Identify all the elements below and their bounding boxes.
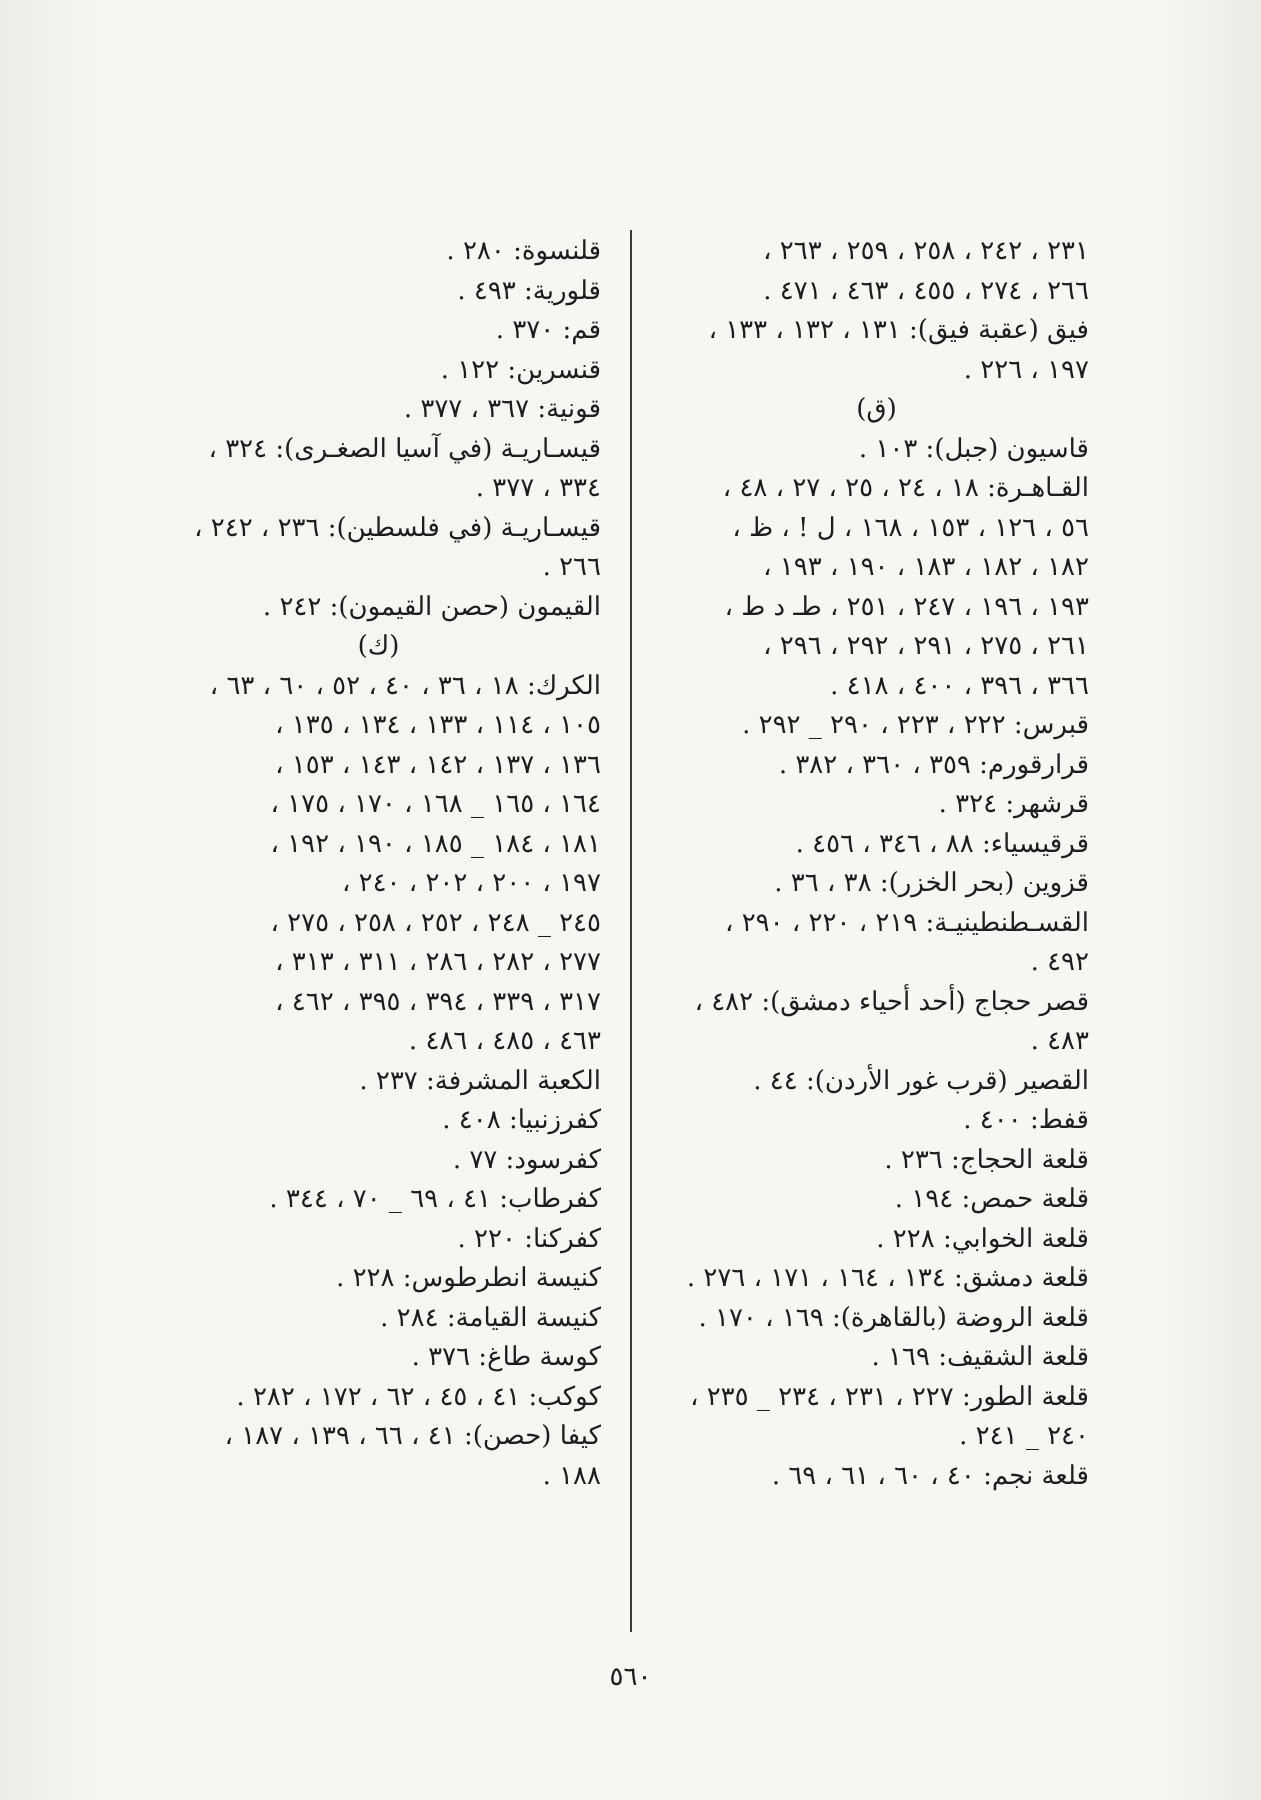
index-entry: قلعة نجم: ٤٠ ، ٦٠ ، ٦١ ، ٦٩ .: [771, 1460, 1089, 1491]
index-entry: قرارقورم: ٣٥٩ ، ٣٦٠ ، ٣٨٢ .: [778, 749, 1089, 780]
index-entry: قونية: ٣٦٧ ، ٣٧٧ .: [403, 394, 601, 424]
index-entry: قاسيون (جبل): ١٠٣ .: [858, 433, 1089, 464]
index-entry: قرقيسياء: ٨٨ ، ٣٤٦ ، ٤٥٦ .: [795, 828, 1089, 859]
index-entry: الكرك: ١٨ ، ٣٦ ، ٤٠ ، ٥٢ ، ٦٠ ، ٦٣ ،: [209, 670, 601, 701]
index-line: ٢٤٠ _ ٢٤١ .: [959, 1421, 1089, 1451]
index-line: ٤٦٣ ، ٤٨٥ ، ٤٨٦ .: [408, 1026, 601, 1056]
index-column-right: [664, 232, 1089, 1496]
index-entry: قيسـاريـة (في آسيا الصغـرى): ٣٢٤ ،: [208, 433, 601, 464]
index-entry: كيفا (حصن): ٤١ ، ٦٦ ، ١٣٩ ، ١٨٧ ،: [224, 1421, 601, 1451]
index-entry: فيق (عقبة فيق): ١٣١ ، ١٣٢ ، ١٣٣ ،: [708, 315, 1089, 345]
index-entry: كفرزنبيا: ٤٠٨ .: [442, 1105, 601, 1135]
index-entry: القصير (قرب غور الأردن): ٤٤ .: [753, 1065, 1089, 1096]
index-entry: قلعة حمص: ١٩٤ .: [894, 1184, 1089, 1214]
index-entry: قلعة الحجاج: ٢٣٦ .: [884, 1144, 1089, 1175]
index-line: ١٩٧ ، ٢٠٠ ، ٢٠٢ ، ٢٤٠ ،: [341, 868, 601, 898]
index-entry: كنيسة انطرطوس: ٢٢٨ .: [336, 1263, 601, 1293]
index-line: ٤٨٣ .: [1030, 1026, 1089, 1056]
index-entry: قرشهر: ٣٢٤ .: [938, 789, 1089, 819]
index-line: ١٩٣ ، ١٩٦ ، ٢٤٧ ، ٢٥١ ، طـ د ط ،: [724, 591, 1089, 622]
index-entry: كنيسة القيامة: ٢٨٤ .: [380, 1302, 601, 1333]
index-entry: قيسـاريـة (في فلسطين): ٢٣٦ ، ٢٤٢ ،: [194, 512, 601, 543]
index-line: ١٣٦ ، ١٣٧ ، ١٤٢ ، ١٤٣ ، ١٥٣ ،: [275, 749, 601, 780]
index-entry: قزوين (بحر الخزر): ٣٨ ، ٣٦ .: [774, 868, 1089, 898]
index-line: ٣٦٦ ، ٣٩٦ ، ٤٠٠ ، ٤١٨ .: [830, 670, 1089, 701]
index-line: ١٩٧ ، ٢٢٦ .: [963, 354, 1089, 385]
column-divider: [630, 230, 632, 1632]
index-entry: قلعة دمشق: ١٣٤ ، ١٦٤ ، ١٧١ ، ٢٧٦ .: [686, 1263, 1089, 1293]
index-line: ٣٣٤ ، ٣٧٧ .: [475, 473, 601, 503]
index-entry: قلعة الخوابي: ٢٢٨ .: [876, 1223, 1089, 1254]
section-heading-qaf: (ق): [856, 394, 897, 424]
index-line: ٢٣١ ، ٢٤٢ ، ٢٥٨ ، ٢٥٩ ، ٢٦٣ ،: [763, 236, 1089, 266]
index-entry: قلورية: ٤٩٣ .: [457, 275, 601, 306]
index-entry: قلعة الطور: ٢٢٧ ، ٢٣١ ، ٢٣٤ _ ٢٣٥ ،: [690, 1381, 1089, 1412]
index-entry: القـاهـرة: ١٨ ، ٢٤ ، ٢٥ ، ٢٧ ، ٤٨ ،: [722, 473, 1089, 503]
index-entry: الكعبة المشرفة: ٢٣٧ .: [359, 1065, 601, 1096]
index-entry: القسـطنطينيـة: ٢١٩ ، ٢٢٠ ، ٢٩٠ ،: [725, 907, 1089, 938]
index-line: ٤٩٢ .: [1030, 947, 1089, 977]
index-entry: قم: ٣٧٠ .: [495, 315, 601, 345]
index-entry: قلعة الروضة (بالقاهرة): ١٦٩ ، ١٧٠ .: [698, 1302, 1089, 1333]
page-number: ٥٦٠: [609, 1662, 652, 1692]
index-entry: القيمون (حصن القيمون): ٢٤٢ .: [262, 591, 601, 622]
index-entry: كفرسود: ٧٧ .: [452, 1144, 601, 1175]
index-entry: قلعة الشقيف: ١٦٩ .: [871, 1342, 1089, 1372]
index-entry: كفركنا: ٢٢٠ .: [457, 1223, 601, 1254]
index-entry: قفط: ٤٠٠ .: [963, 1105, 1089, 1135]
index-line: ١٨٨ .: [542, 1460, 601, 1491]
index-entry: قلنسوة: ٢٨٠ .: [446, 236, 601, 266]
index-entry: قنسرين: ١٢٢ .: [440, 354, 601, 385]
index-line: ٢٦٦ .: [542, 552, 601, 582]
index-entry: كوسة طاغ: ٣٧٦ .: [411, 1342, 601, 1372]
index-line: ٢٤٥ _ ٢٤٨ ، ٢٥٢ ، ٢٥٨ ، ٢٧٥ ،: [270, 907, 601, 938]
index-line: ١٨٢ ، ١٨٢ ، ١٨٣ ، ١٩٠ ، ١٩٣ ،: [763, 552, 1089, 582]
index-line: ٢٦٦ ، ٢٧٤ ، ٤٥٥ ، ٤٦٣ ، ٤٧١ .: [763, 275, 1089, 306]
index-line: ٢٧٧ ، ٢٨٢ ، ٢٨٦ ، ٣١١ ، ٣١٣ ،: [275, 947, 601, 977]
index-entry: قصر حجاج (أحد أحياء دمشق): ٤٨٢ ،: [694, 986, 1089, 1017]
index-entry: كوكب: ٤١ ، ٤٥ ، ٦٢ ، ١٧٢ ، ٢٨٢ .: [236, 1381, 601, 1412]
index-entry: قبرس: ٢٢٢ ، ٢٢٣ ، ٢٩٠ _ ٢٩٢ .: [742, 710, 1089, 740]
index-line: ١٠٥ ، ١١٤ ، ١٣٣ ، ١٣٤ ، ١٣٥ ،: [275, 710, 601, 740]
index-line: ١٨١ ، ١٨٤ _ ١٨٥ ، ١٩٠ ، ١٩٢ ،: [270, 828, 601, 859]
index-entry: كفرطاب: ٤١ ، ٦٩ _ ٧٠ ، ٣٤٤ .: [269, 1184, 601, 1214]
index-line: ١٦٤ ، ١٦٥ _ ١٦٨ ، ١٧٠ ، ١٧٥ ،: [270, 789, 601, 819]
index-line: ٥٦ ، ١٢٦ ، ١٥٣ ، ١٦٨ ، ل ! ، ظ ،: [732, 512, 1089, 543]
index-column-left: [156, 232, 601, 1496]
section-heading-kaf: (ك): [357, 631, 400, 661]
index-line: ٢٦١ ، ٢٧٥ ، ٢٩١ ، ٢٩٢ ، ٢٩٦ ،: [763, 631, 1089, 661]
index-line: ٣١٧ ، ٣٣٩ ، ٣٩٤ ، ٣٩٥ ، ٤٦٢ ،: [275, 986, 601, 1017]
